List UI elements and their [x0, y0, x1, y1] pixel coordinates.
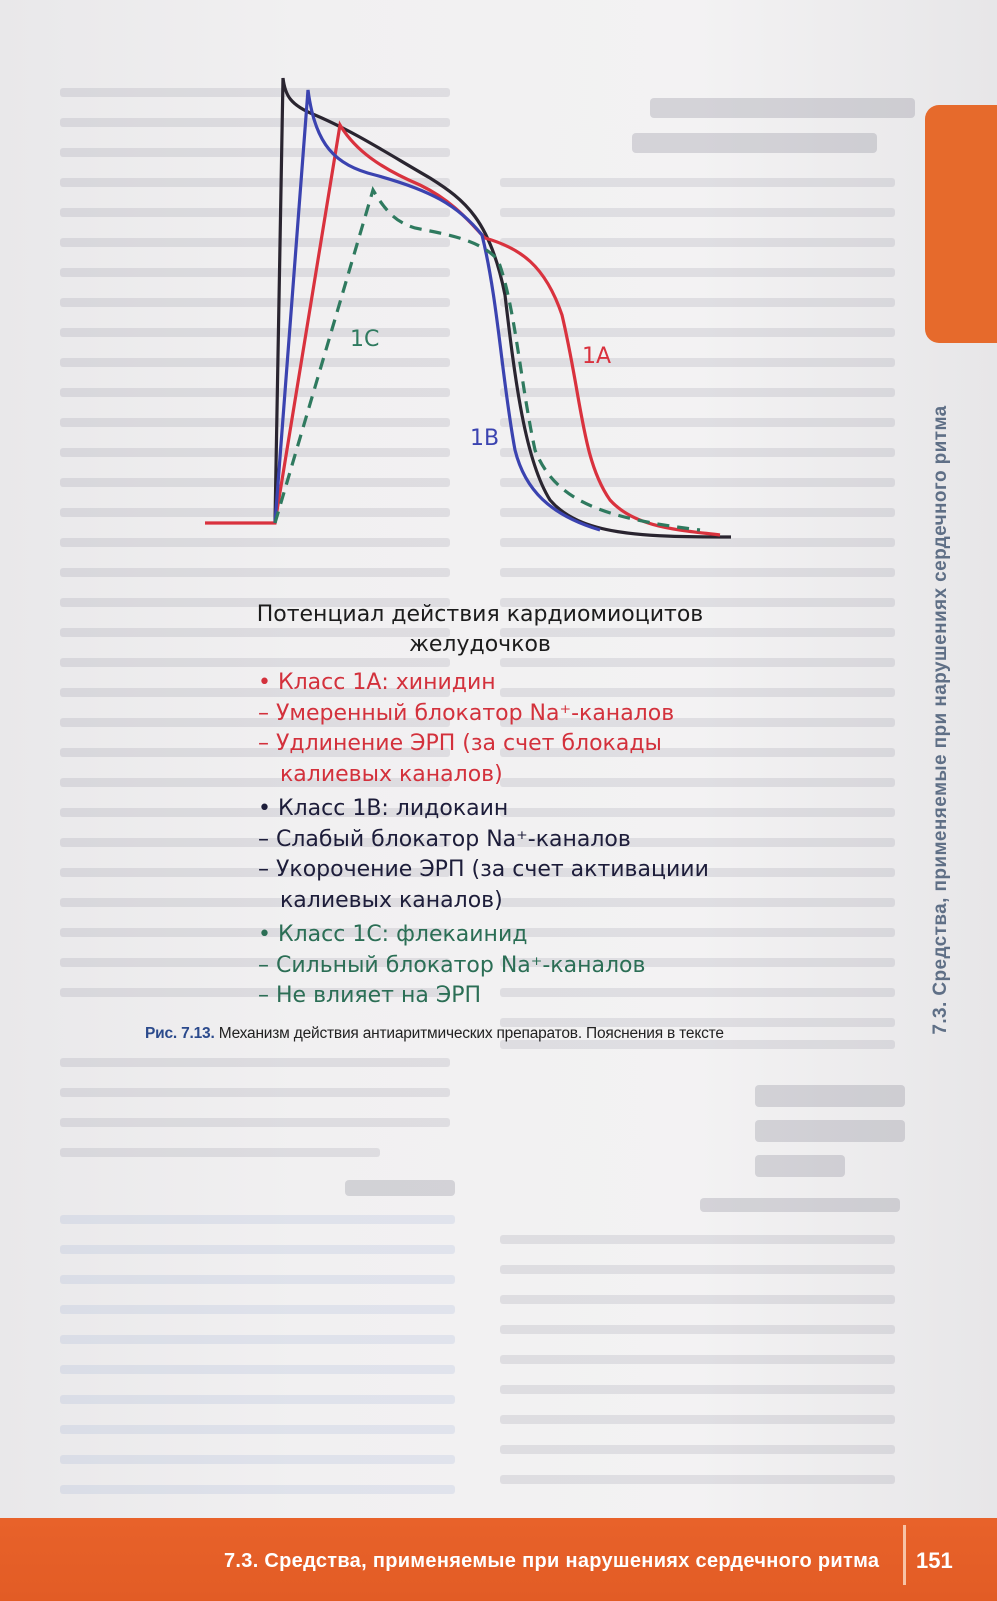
- page-number: 151: [916, 1548, 953, 1573]
- action-potential-diagram: [190, 60, 770, 560]
- chapter-side-title: [916, 365, 966, 1075]
- class-1c-item: – Не влияет на ЭРП: [258, 983, 481, 1008]
- chapter-side-title-text: 7.3. Средства, применяемые при нарушениях сердечного ритма: [930, 405, 951, 1035]
- curve-class-1b: [275, 90, 600, 530]
- class-1b-group: [258, 794, 778, 916]
- label-class-1c: 1C: [350, 327, 380, 352]
- footer-chapter-title: 7.3. Средства, применяемые при нарушениях сердечного ритма: [224, 1550, 880, 1572]
- action-potential-svg: [190, 60, 770, 560]
- chapter-side-tab: [925, 105, 997, 343]
- diagram-title-line1: Потенциал действия кардиомиоцитов: [256, 602, 704, 627]
- footer-divider: [903, 1525, 906, 1585]
- class-1c-heading: • Класс 1С: флекаинид: [258, 922, 528, 947]
- class-1b-item: – Слабый блокатор Na⁺-каналов: [258, 826, 631, 852]
- class-1a-group: [258, 668, 778, 790]
- diagram-title-line2: желудочков: [409, 632, 551, 657]
- class-1a-item: – Удлинение ЭРП (за счет блокады: [258, 731, 662, 756]
- figure-caption-text: Механизм действия антиаритмических препаратов. Пояснения в тексте: [218, 1025, 724, 1042]
- figure-caption-label: Рис. 7.13.: [145, 1025, 215, 1042]
- class-1a-item: – Умеренный блокатор Na⁺-каналов: [258, 700, 675, 726]
- class-1a-heading: • Класс 1А: хинидин: [258, 670, 496, 695]
- class-1a-item-continuation: калиевых каналов): [280, 761, 503, 787]
- antiarrhythmic-class-list: [258, 668, 778, 1016]
- class-1b-item: – Укорочение ЭРП (за счет активациии: [258, 857, 709, 882]
- figure-caption: [145, 1025, 845, 1043]
- class-1c-group: [258, 920, 778, 1012]
- label-class-1b: 1B: [470, 426, 500, 451]
- class-1b-heading: • Класс 1В: лидокаин: [258, 796, 509, 821]
- class-1b-item-continuation: калиевых каналов): [280, 887, 503, 913]
- curve-baseline: [275, 78, 731, 537]
- diagram-title: [230, 600, 730, 660]
- label-class-1a: 1A: [582, 344, 612, 369]
- class-1c-item: – Сильный блокатор Na⁺-каналов: [258, 952, 646, 978]
